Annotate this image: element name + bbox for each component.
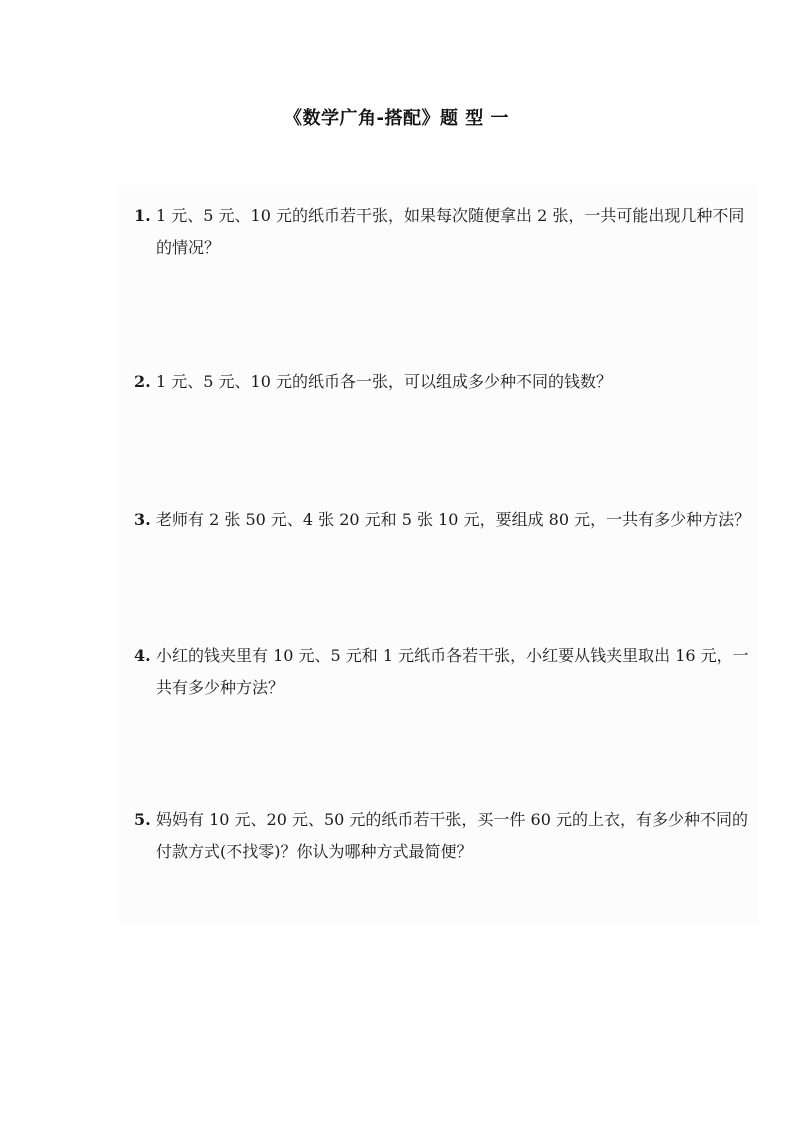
question-number: 2. [134, 372, 151, 391]
question-text: 老师有 2 张 50 元、4 张 20 元和 5 张 10 元，要组成 80 元，一共有多少种方法？ [156, 510, 751, 529]
question-5 [134, 804, 746, 868]
question-text: 1 元、5 元、10 元的纸币各一张，可以组成多少种不同的钱数？ [156, 372, 612, 391]
question-number: 5. [134, 810, 151, 829]
question-line [134, 804, 746, 836]
question-text-continued: 的情况？ [156, 238, 221, 257]
question-text: 1 元、5 元、10 元的纸币若干张，如果每次随便拿出 2 张，一共可能出现几种不同 [156, 206, 745, 225]
question-4 [134, 640, 749, 704]
question-1 [134, 200, 746, 264]
question-text: 小红的钱夹里有 10 元、5 元和 1 元纸币各若干张，小红要从钱夹里取出 16 元，一 [156, 646, 749, 665]
question-text-continued: 共有多少种方法？ [156, 678, 285, 697]
question-number: 1. [134, 206, 151, 225]
question-line [134, 504, 751, 536]
question-line [134, 366, 746, 398]
question-line [134, 640, 749, 672]
question-text-continued: 付款方式(不找零)？你认为哪种方式最简便？ [156, 842, 473, 861]
worksheet-title: 《数学广角-搭配》题 型 一 [283, 108, 509, 129]
question-2 [134, 366, 746, 398]
question-number: 4. [134, 646, 151, 665]
question-text: 妈妈有 10 元、20 元、50 元的纸币若干张，买一件 60 元的上衣，有多少种不同的 [156, 810, 748, 829]
question-line [134, 200, 746, 232]
question-number: 3. [134, 510, 151, 529]
question-3 [134, 504, 751, 536]
